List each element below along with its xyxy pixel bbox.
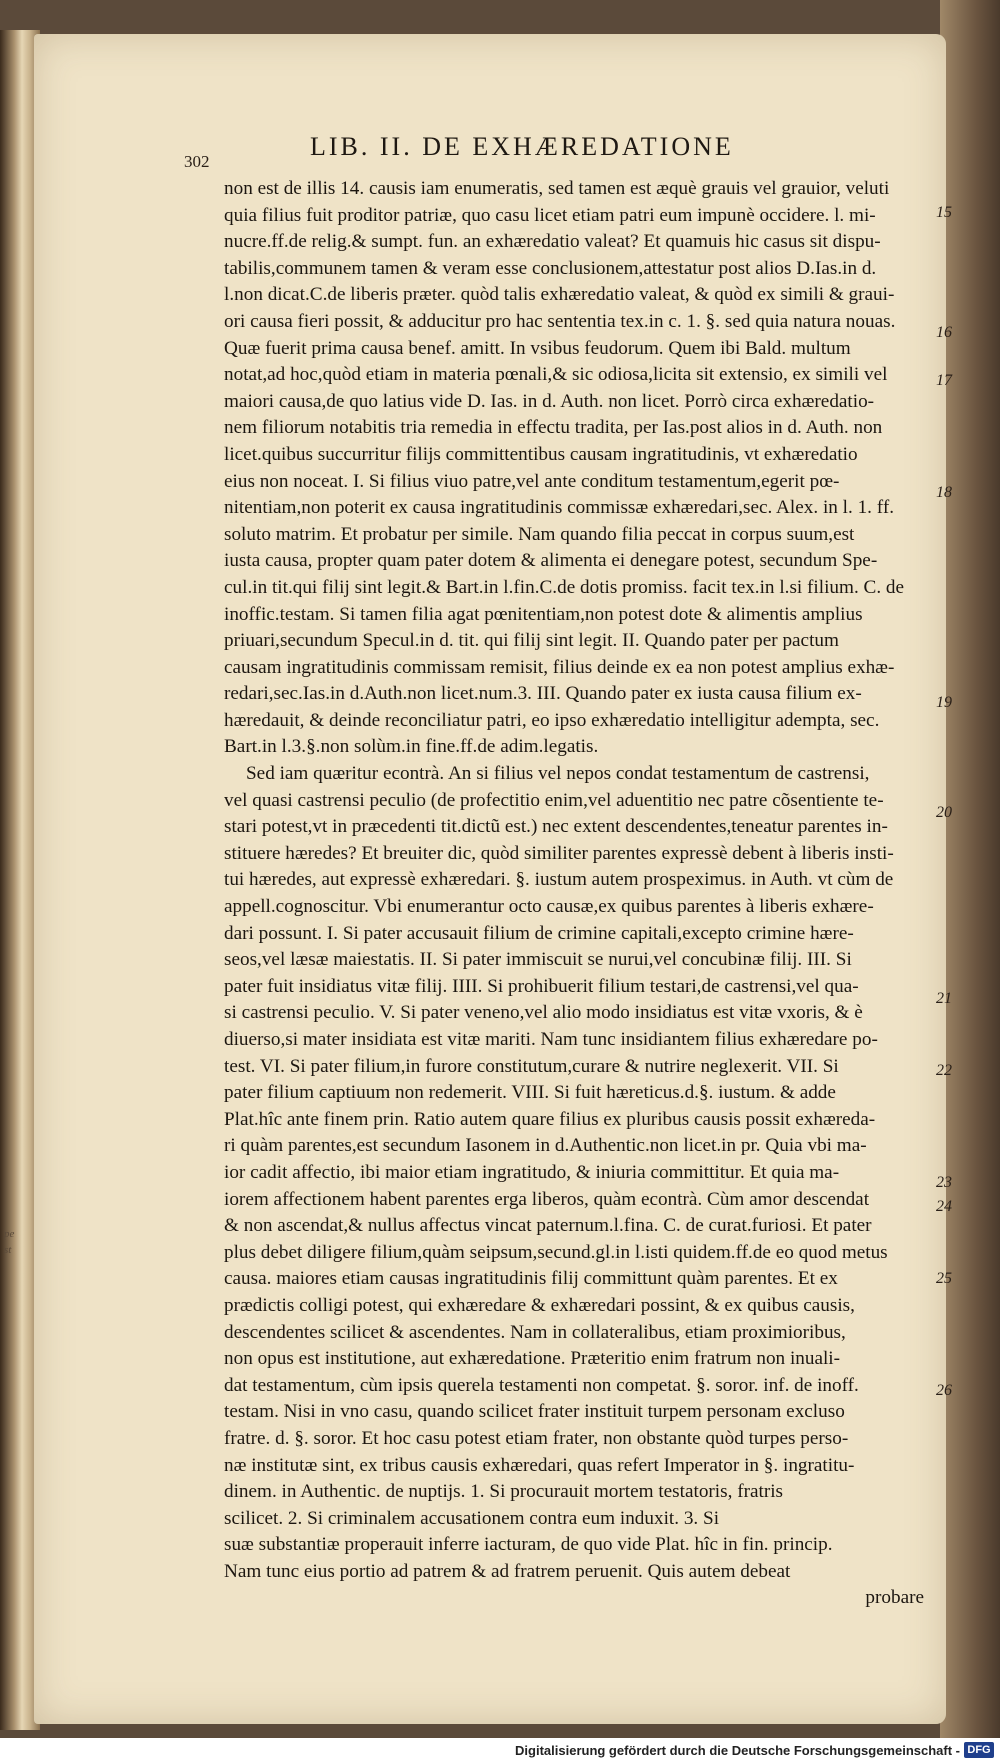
text-line: suæ substantiæ properauit inferre iacturam, de quo vide Plat. hîc in fin. princip. (224, 1534, 833, 1556)
text-line: iorem affectionem habent parentes erga liberos, quàm econtrà. Cùm amor descendat (224, 1188, 870, 1210)
text-line: stari potest,vt in præcedenti tit.dictũ est.) nec extent descendentes,teneatur parentes in- (224, 816, 888, 838)
text-line: iusta causa, propter quam pater dotem & alimenta ei denegare potest, secundum Spe- (224, 550, 878, 572)
text-line: testam. Nisi in vno casu, quando scilicet frater instituit turpem personam excluso (224, 1401, 845, 1423)
margin-number: 20 (936, 804, 952, 821)
margin-number: 16 (936, 324, 952, 341)
text-line: test. VI. Si pater filium,in furore constitutum,curare & nutrire neglexerit. VII. Si (224, 1055, 839, 1077)
text-line: scilicet. 2. Si criminalem accusationem contra eum induxit. 3. Si (224, 1507, 720, 1529)
text-line: quia filius fuit proditor patriæ, quo casu licet etiam patri eum impunè occidere. l. mi- (224, 204, 876, 226)
text-line: næ institutæ sint, ex tribus causis exhæredari, quas refert Imperator in §. ingratitu- (224, 1454, 855, 1476)
footer-bar (0, 1738, 1000, 1764)
text-line: & non ascendat,& nullus affectus vincat paternum.l.fina. C. de curat.furiosi. Et pater (224, 1215, 872, 1237)
text-line: seos,vel læsæ maiestatis. II. Si pater immiscuit se nurui,vel concubinæ filij. III. Si (224, 949, 852, 971)
text-line: ri quàm parentes,est secundum Iasonem in d.Authentic.non licet.in pr. Quia vbi ma- (224, 1135, 867, 1157)
text-line: plus debet diligere filium,quàm seipsum,secund.gl.in l.isti quidem.ff.de eo quod metus (224, 1241, 888, 1263)
text-line: descendentes scilicet & ascendentes. Nam in collateralibus, etiam proximioribus, (224, 1321, 846, 1343)
text-line: maiori causa,de quo latius vide D. Ias. in d. Auth. non licet. Porrò circa exhæredatio- (224, 390, 875, 412)
text-line: ori causa fieri possit, & adducitur pro hac sententia tex.in c. 1. §. sed quia natura nouas. (224, 310, 896, 332)
margin-number: 22 (936, 1062, 952, 1079)
text-line: pater filium captiuum non redemerit. VIII. Si fuit hæreticus.d.§. iustum. & adde (224, 1082, 836, 1104)
margin-number: 23 (936, 1174, 952, 1191)
margin-number: 19 (936, 694, 952, 711)
text-line: nem filiorum notabitis tria remedia in effectu tradita, per Ias.post alios in d. Auth. non (224, 417, 883, 439)
margin-number: 25 (936, 1270, 952, 1287)
text-line: l.non dicat.C.de liberis præter. quòd talis exhæredatio valeat, & quòd ex simili & graui- (224, 284, 895, 306)
text-line: si castrensi peculio. V. Si pater veneno,vel alio modo insidiatus est vitæ vxoris, & è (224, 1002, 863, 1024)
body-text (224, 176, 924, 1612)
text-line: Nam tunc eius portio ad patrem & ad fratrem peruenit. Quis autem debeat (224, 1560, 791, 1582)
text-line: redari,sec.Ias.in d.Auth.non licet.num.3. III. Quando pater ex iusta causa filium ex- (224, 683, 862, 705)
margin-number: 21 (936, 990, 952, 1007)
text-line: causa. maiores etiam causas ingratitudinis filij committunt quàm parentes. Et ex (224, 1268, 838, 1290)
text-line: pater fuit insidiatus vitæ filij. IIII. Si prohibuerit filium testari,de castrensi,vel qua- (224, 975, 859, 997)
text-line: Plat.hîc ante finem prin. Ratio autem quare filius ex pluribus causis possit exhæreda- (224, 1108, 876, 1130)
dfg-logo: DFG (964, 1742, 994, 1758)
text-line: Quæ fuerit prima causa benef. amitt. In vsibus feudorum. Quem ibi Bald. multum (224, 337, 851, 359)
left-margin-note: st (4, 1244, 12, 1256)
background-right (940, 0, 1000, 1738)
left-margin-note: pe (4, 1228, 15, 1240)
text-line: diuerso,si mater insidiata est vitæ mariti. Nam tunc insidiantem filius exhæredare po- (224, 1029, 878, 1050)
text-line: dari possunt. I. Si pater accusauit filium de crimine capitali,excepto crimine hære- (224, 922, 854, 944)
running-head: LIB. II. DE EXHÆREDATIONE (310, 132, 734, 161)
text-line: fratre. d. §. soror. Et hoc casu potest etiam frater, non obstante quòd turpes perso- (224, 1427, 849, 1449)
text-line: eius non noceat. I. Si filius viuo patre,vel ante conditum testamentum,egerit pœ- (224, 470, 840, 492)
text-line: inoffic.testam. Si tamen filia agat pœnitentiam,non potest dote & alimentis amplius (224, 603, 863, 625)
text-line: notat,ad hoc,quòd etiam in materia pœnali,& sic odiosa,licita sit extensio, ex simili vel (224, 364, 888, 386)
text-line: priuari,secundum Specul.in d. tit. qui filij sint legit. II. Quando pater per pactum (224, 630, 839, 652)
text-line: nitentiam,non poterit ex causa ingratitudinis commissæ exhæredari,sec. Alex. in l. 1. ff. (224, 497, 895, 519)
text-line: vel quasi castrensi peculio (de profectitio enim,vel aduentitio nec patre cõsentiente te- (224, 789, 884, 811)
margin-number: 24 (936, 1198, 952, 1215)
text-line: dinem. in Authentic. de nuptijs. 1. Si procurauit mortem testatoris, fratris (224, 1481, 784, 1503)
text-line: tabilis,communem tamen & veram esse conclusionem,attestatur post alios D.Ias.in d. (224, 257, 877, 279)
text-line: hæredauit, & deinde reconciliatur patri, eo ipso exhæredatio intelligitur adempta, sec. (224, 709, 880, 731)
text-line: non opus est institutione, aut exhæredatione. Præteritio enim fratrum non inuali- (224, 1348, 841, 1370)
margin-number: 26 (936, 1382, 952, 1399)
text-line: Sed iam quæritur econtrà. An si filius vel nepos condat testamentum de castrensi, (246, 763, 870, 785)
text-line: nucre.ff.de relig.& sumpt. fun. an exhæredatio valeat? Et quamuis hic casus sit dispu- (224, 231, 881, 253)
text-line: cul.in tit.qui filij sint legit.& Bart.in l.fin.C.de dotis promiss. facit tex.in l.si filium. C. de (224, 576, 905, 598)
text-line: stituere hæredes? Et breuiter dic, quòd similiter parentes expressè debent à liberis insti- (224, 842, 894, 864)
text-line: causam ingratitudinis commissam remisit, filius deinde ex ea non potest amplius exhæ- (224, 656, 895, 678)
catchword: probare (865, 1587, 924, 1609)
text-line: soluto matrim. Et probatur per simile. Nam quando filia peccat in corpus suum,est (224, 523, 855, 545)
text-line: licet.quibus succurritur filijs committentibus causam ingratitudinis, vt exhæredatio (224, 443, 858, 465)
digitization-credit: Digitalisierung gefördert durch die Deutsche Forschungsgemeinschaft - (515, 1743, 960, 1758)
text-line: dat testamentum, cùm ipsis querela testamenti non competat. §. soror. inf. de inoff. (224, 1374, 859, 1396)
text-line: Bart.in l.3.§.non solùm.in fine.ff.de adim.legatis. (224, 736, 599, 758)
text-line: ior cadit affectio, ibi maior etiam ingratitudo, & iniuria committitur. Et quia ma- (224, 1161, 840, 1183)
page-number: 302 (184, 152, 210, 171)
margin-number: 17 (936, 372, 952, 389)
text-line: non est de illis 14. causis iam enumeratis, sed tamen est æquè grauis vel grauior, veluti (224, 178, 890, 199)
text-line: prædictis colligi potest, qui exhæredare & exhæredari possint, & ex quibus causis, (224, 1294, 855, 1316)
text-line: tui hæredes, aut expressè exhæredari. §. iustum autem prospeximus. in Auth. vt cùm de (224, 869, 894, 891)
text-line: appell.cognoscitur. Vbi enumerantur octo causæ,ex quibus parentes à liberis exhære- (224, 896, 874, 918)
margin-number: 18 (936, 484, 952, 501)
margin-number: 15 (936, 204, 952, 221)
